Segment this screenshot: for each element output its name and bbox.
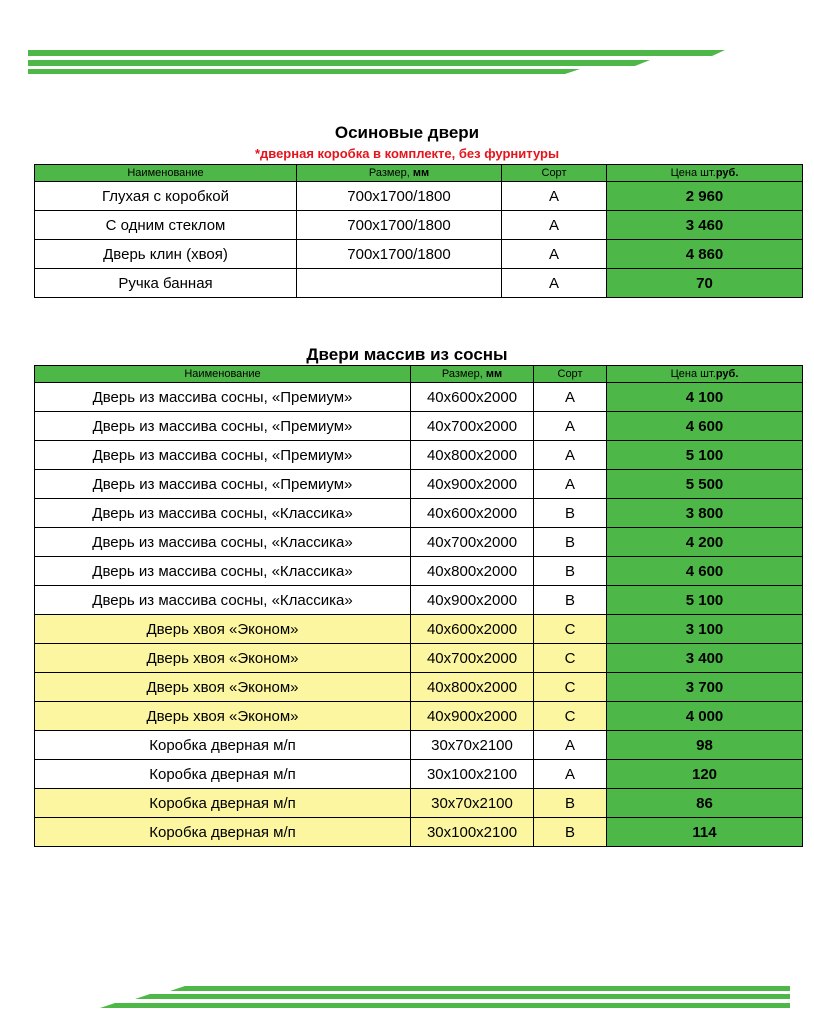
cell-name: Дверь из массива сосны, «Классика» [35,557,411,586]
cell-grade: A [534,470,607,499]
cell-size: 700x1700/1800 [297,182,502,211]
cell-price: 4 600 [607,557,803,586]
cell-price: 4 860 [607,240,803,269]
bottom-stripe [170,986,790,991]
table-row [35,499,803,528]
cell-grade: C [534,673,607,702]
aspen-doors-table [34,164,803,298]
table-row [35,182,803,211]
cell-price: 3 800 [607,499,803,528]
cell-grade: B [534,818,607,847]
cell-price: 3 100 [607,615,803,644]
cell-name: Дверь из массива сосны, «Классика» [35,586,411,615]
section-note: *дверная коробка в комплекте, без фурнитуры [254,146,560,161]
table-row [35,211,803,240]
cell-name: С одним стеклом [35,211,297,240]
cell-size: 30x100x2100 [411,760,534,789]
top-stripe [28,60,650,66]
cell-price: 3 400 [607,644,803,673]
cell-name: Дверь из массива сосны, «Премиум» [35,441,411,470]
cell-size: 700x1700/1800 [297,211,502,240]
table-row [35,383,803,412]
cell-grade: C [534,702,607,731]
cell-grade: B [534,557,607,586]
header-name: Наименование [35,165,297,182]
cell-grade: B [534,499,607,528]
cell-grade: A [502,211,607,240]
table-row [35,269,803,298]
cell-price: 120 [607,760,803,789]
table-row [35,557,803,586]
header-size: Размер, мм [297,165,502,182]
cell-price: 5 100 [607,586,803,615]
cell-size: 40x700x2000 [411,644,534,673]
cell-price: 98 [607,731,803,760]
cell-grade: C [534,644,607,673]
cell-size: 700x1700/1800 [297,240,502,269]
header-price: Цена шт.руб. [607,165,803,182]
cell-name: Дверь хвоя «Эконом» [35,644,411,673]
table-row [35,586,803,615]
cell-grade: A [534,412,607,441]
cell-name: Коробка дверная м/п [35,731,411,760]
table-header-row [35,165,803,182]
table-row [35,789,803,818]
cell-size: 40x800x2000 [411,441,534,470]
cell-grade: A [502,269,607,298]
cell-name: Коробка дверная м/п [35,760,411,789]
header-size: Размер, мм [411,366,534,383]
header-price: Цена шт.руб. [607,366,803,383]
cell-price: 4 200 [607,528,803,557]
cell-grade: A [502,182,607,211]
cell-grade: C [534,615,607,644]
cell-name: Глухая с коробкой [35,182,297,211]
cell-price: 86 [607,789,803,818]
header-name: Наименование [35,366,411,383]
cell-size: 40x600x2000 [411,615,534,644]
table-row [35,470,803,499]
cell-size: 30x100x2100 [411,818,534,847]
cell-name: Дверь из массива сосны, «Классика» [35,499,411,528]
table-row [35,412,803,441]
cell-price: 70 [607,269,803,298]
cell-size: 40x600x2000 [411,383,534,412]
cell-name: Коробка дверная м/п [35,818,411,847]
bottom-stripe [135,994,790,999]
cell-price: 2 960 [607,182,803,211]
cell-name: Дверь хвоя «Эконом» [35,615,411,644]
bottom-stripe [100,1003,790,1008]
cell-size: 40x700x2000 [411,528,534,557]
table-row [35,528,803,557]
cell-price: 3 460 [607,211,803,240]
header-grade: Сорт [534,366,607,383]
cell-price: 5 100 [607,441,803,470]
cell-price: 4 000 [607,702,803,731]
table-row [35,818,803,847]
cell-grade: A [534,441,607,470]
table-row [35,760,803,789]
top-stripe [28,50,725,56]
cell-size: 40x600x2000 [411,499,534,528]
cell-price: 5 500 [607,470,803,499]
cell-size: 30x70x2100 [411,731,534,760]
cell-name: Дверь хвоя «Эконом» [35,673,411,702]
cell-size: 40x900x2000 [411,586,534,615]
cell-size: 40x900x2000 [411,470,534,499]
section-title-aspen: Осиновые двери [334,123,480,142]
cell-size: 40x700x2000 [411,412,534,441]
cell-name: Дверь из массива сосны, «Премиум» [35,412,411,441]
cell-grade: B [534,528,607,557]
cell-grade: A [502,240,607,269]
cell-size: 40x900x2000 [411,702,534,731]
section-title-pine: Двери массив из сосны [306,345,508,364]
cell-name: Дверь из массива сосны, «Классика» [35,528,411,557]
cell-name: Дверь из массива сосны, «Премиум» [35,470,411,499]
pine-doors-table [34,365,803,847]
table-row [35,240,803,269]
table-row [35,702,803,731]
cell-price: 4 600 [607,412,803,441]
cell-size [297,269,502,298]
cell-size: 40x800x2000 [411,673,534,702]
cell-grade: A [534,760,607,789]
cell-price: 3 700 [607,673,803,702]
cell-grade: A [534,383,607,412]
cell-name: Дверь хвоя «Эконом» [35,702,411,731]
cell-grade: B [534,789,607,818]
table-row [35,441,803,470]
cell-name: Ручка банная [35,269,297,298]
cell-size: 40x800x2000 [411,557,534,586]
table-row [35,644,803,673]
table-row [35,615,803,644]
cell-size: 30x70x2100 [411,789,534,818]
top-stripe [28,69,580,74]
header-grade: Сорт [502,165,607,182]
table-header-row [35,366,803,383]
cell-price: 114 [607,818,803,847]
cell-price: 4 100 [607,383,803,412]
cell-grade: A [534,731,607,760]
table-row [35,673,803,702]
cell-name: Коробка дверная м/п [35,789,411,818]
table-row [35,731,803,760]
cell-grade: B [534,586,607,615]
cell-name: Дверь клин (хвоя) [35,240,297,269]
cell-name: Дверь из массива сосны, «Премиум» [35,383,411,412]
